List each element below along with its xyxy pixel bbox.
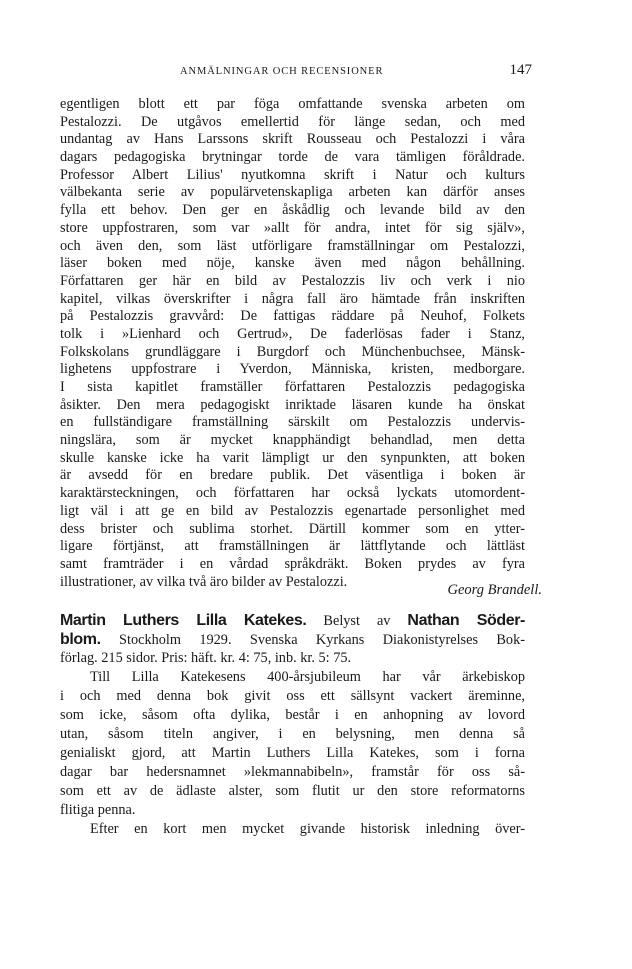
text-line: Folkskolans grundläggare i Burgdorf och Münchenbuchsee, Mänsk- [60,343,525,360]
text-line: dess brister och sublima storhet. Därtill kommer som en ytter- [60,520,525,537]
text-line: som icke, såsom ofta dylika, består i en anhopning av lovord [60,707,525,723]
running-head-title: ANMÄLNINGAR OCH RECENSIONER [180,66,384,77]
text-line: utan, såsom titeln angiver, i en belysning, men denna så [60,726,525,742]
heading-connector: Belyst av [306,613,408,629]
text-line: Efter en kort men mycket givande historisk inledning över- [90,821,525,837]
text-line: undantag av Hans Larssons skrift Rousseau och Pestalozzi i våra [60,131,525,148]
review-luther-katekes [60,611,525,839]
review-heading-line [60,611,525,630]
text-line: Författaren ger här en bild av Pestalozzis liv och verk i nio [60,272,525,289]
text-line: kapitel, vilkas överskrifter i några fall äro hämtade från inskriften [60,290,525,307]
book-author-end: blom. [60,631,101,648]
text-line: som ett av de ädlaste alster, som flutit ur den store reformatorns [60,783,525,799]
text-line: tolk i »Lienhard och Gertrud», De faderlösas fader i Stanz, [60,325,525,342]
text-line: i och med denna bok givit oss ett sällsynt vackert äreminne, [60,688,525,704]
text-line: en fullständigare framställning särskilt om Pestalozzis undervis- [60,414,525,431]
text-line: store uppfostraren, som var »allt för andra, intet för sig själv», [60,219,525,236]
text-line: är avsedd för en bredare publik. Det väsentliga i boken är [60,467,525,484]
running-head [0,64,632,84]
text-line: dagars pedagogiska brytningar torde de vara tämligen föråldrade. [60,149,525,166]
text-line: flitiga penna. [60,802,136,818]
text-line: välbekanta serie av populärvetenskapliga arbeten kan därför anses [60,184,525,201]
book-author: Nathan Söder- [407,612,525,629]
book-title: Martin Luthers Lilla Katekes. [60,612,307,629]
text-line: genialiskt gjord, att Martin Luthers Lilla Katekes, som i forna [60,745,525,761]
text-line: I sista kapitlet framställer författaren Pestalozzis pedagogiska [60,379,525,395]
publication-info: Stockholm 1929. Svenska Kyrkans Diakonistyrelses Bok- [100,632,525,648]
text-line: och även den, som läst utförligare framställningar om Pestalozzi, [60,237,525,254]
text-line: Professor Albert Lilius' nyutkomna skrift i Natur och kulturs [60,166,525,183]
text-line: ligt väl i att ge en bild av Pestalozzis egenartade personlighet med [60,502,525,519]
page-number: 147 [509,62,532,78]
text-line: på Pestalozzis gravvård: De fattigas räddare på Neuhof, Folkets [60,308,525,325]
review-text-lilius [60,96,525,591]
publication-details: förlag. 215 sidor. Pris: häft. kr. 4: 75, inb. kr. 5: 75. [60,650,352,666]
reviewer-signature: Georg Brandell. [447,582,542,598]
text-line: ningslära, som är mycket knapphändigt behandlad, men detta [60,432,525,449]
text-line: fylla ett behov. Den ger en åskådlig och levande bild av den [60,202,525,219]
text-line: karaktärsteckningen, och författaren har också lyckats utomordent- [60,485,525,502]
text-line: lighetens uppfostrare i Yverdon, Människa, kristen, medborgare. [60,361,525,378]
text-line: dagar bar hedersnamnet »lekmannabibeln», framstår för oss så- [60,764,525,780]
text-line: skulle kanske icke ha varit lämpligt ur den synpunkten, att boken [60,449,525,466]
text-line: Till Lilla Katekesens 400-årsjubileum har vår ärkebiskop [90,669,525,685]
text-line: illustrationer, av vilka två äro bilder av Pestalozzi. [60,573,348,590]
text-line: Pestalozzi. De utgåvos emellertid för länge sedan, och med [60,113,525,130]
text-line: egentligen blott ett par föga omfattande svenska arbeten om [60,96,525,112]
text-line: ligare förtjänst, att framställningen är lättflytande och lättläst [60,538,525,555]
text-line: åsikter. Den mera pedagogiskt inriktade läsaren kunde ha önskat [60,396,525,413]
review-heading-line [60,630,525,649]
text-line: läser boken med nöje, kanske även med någon behållning. [60,255,525,272]
text-line: samt framträder i en vårdad språkdräkt. Boken prydes av fyra [60,555,525,572]
